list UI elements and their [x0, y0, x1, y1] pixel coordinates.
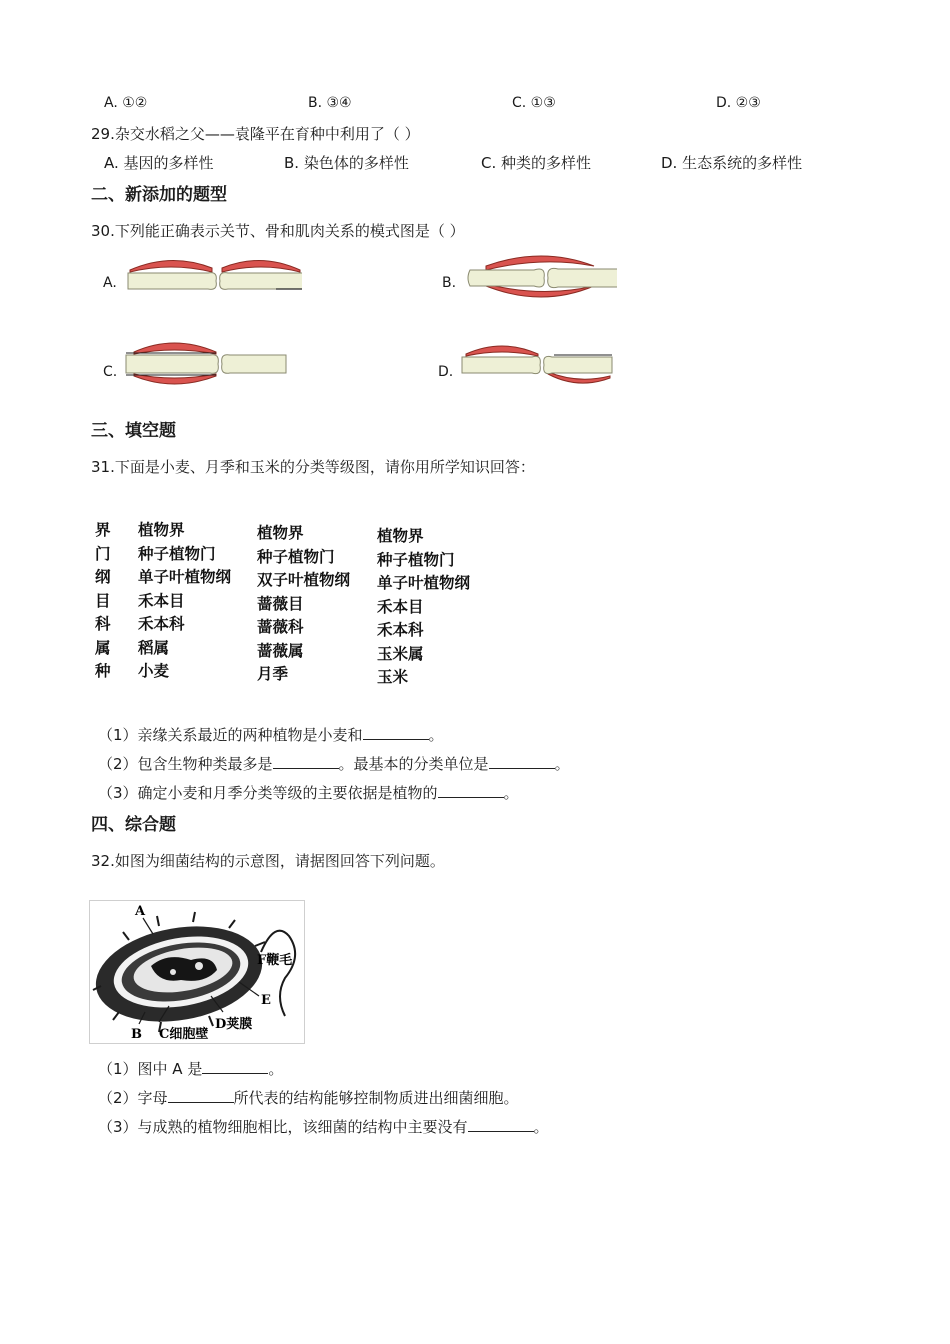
q32-sub1-end: 。 [268, 1060, 284, 1078]
q31-sub3-end: 。 [503, 784, 519, 802]
answer-blank[interactable] [468, 1117, 534, 1132]
section-2-heading: 二、新添加的题型 [91, 185, 227, 205]
q29-option-c: C. 种类的多样性 [481, 154, 592, 172]
answer-blank[interactable] [168, 1088, 234, 1103]
diagram-label-f: F鞭毛 [257, 953, 293, 968]
q32-sub3-text: （3）与成熟的植物细胞相比，该细菌的结构中主要没有 [98, 1118, 468, 1136]
rank-label: 科 [95, 614, 111, 633]
taxon-cell: 单子叶植物纲 [377, 573, 471, 592]
q32-sub1-text: （1）图中 A 是 [98, 1060, 203, 1078]
q29-option-d: D. 生态系统的多样性 [661, 154, 803, 172]
diagram-label-b: B [131, 1027, 142, 1042]
q30-diagram-b[interactable] [464, 252, 619, 304]
q30-stem: 30.下列能正确表示关节、骨和肌肉关系的模式图是（ ） [91, 222, 465, 240]
q31-sub2 [98, 753, 570, 774]
q30-diagram-a[interactable] [126, 255, 304, 295]
q30-label-a: A. [103, 275, 117, 291]
q30-label-c: C. [103, 364, 118, 380]
diagram-label-a: A [135, 904, 146, 919]
taxon-cell: 蔷薇目 [257, 593, 304, 613]
taxon-cell: 禾本科 [377, 620, 424, 639]
taxon-cell: 禾本科 [138, 614, 185, 633]
q31-sub2-end: 。 [554, 755, 570, 773]
taxon-cell: 禾本目 [377, 596, 424, 616]
rank-label: 界 [95, 520, 111, 539]
q31-sub1-end: 。 [428, 726, 444, 744]
answer-blank[interactable] [363, 725, 429, 740]
rank-label: 纲 [95, 567, 111, 586]
q31-sub2-mid: 。最基本的分类单位是 [338, 755, 489, 773]
taxon-cell: 蔷薇科 [257, 617, 304, 636]
q28-option-b: B. ③④ [308, 95, 352, 111]
taxon-cell: 植物界 [257, 523, 304, 542]
q30-diagram-c[interactable] [124, 340, 288, 388]
q30-diagram-d[interactable] [458, 342, 614, 388]
taxon-cell: 双子叶植物纲 [257, 570, 351, 589]
q31-sub2-text: （2）包含生物种类最多是 [98, 755, 273, 773]
q30-label-b: B. [442, 275, 457, 291]
q31-sub3 [98, 782, 519, 803]
taxon-cell: 玉米属 [377, 643, 424, 663]
rank-label: 门 [95, 543, 111, 563]
bacteria-diagram [89, 900, 306, 1045]
q32-stem: 32.如图为细菌结构的示意图，请据图回答下列问题。 [91, 852, 445, 870]
taxon-cell: 月季 [257, 664, 289, 683]
taxon-cell: 植物界 [377, 526, 424, 545]
answer-blank[interactable] [438, 783, 504, 798]
taxon-cell: 植物界 [138, 520, 185, 539]
answer-blank[interactable] [489, 754, 555, 769]
taxonomy-wheat-column [138, 518, 231, 683]
section-4-heading: 四、综合题 [91, 815, 176, 835]
q32-sub2-text: （2）字母 [98, 1089, 168, 1107]
rank-label: 种 [95, 661, 111, 680]
taxon-cell: 种子植物门 [257, 546, 335, 566]
q29-option-a: A. 基因的多样性 [104, 154, 214, 172]
q31-sub1-text: （1）亲缘关系最近的两种植物是小麦和 [98, 726, 363, 744]
q31-sub3-text: （3）确定小麦和月季分类等级的主要依据是植物的 [98, 784, 438, 802]
taxon-cell: 单子叶植物纲 [138, 567, 232, 586]
taxon-cell: 种子植物门 [377, 549, 455, 569]
q31-sub1 [98, 724, 444, 745]
q32-sub2 [98, 1087, 519, 1108]
answer-blank[interactable] [273, 754, 339, 769]
taxon-cell: 蔷薇属 [257, 640, 304, 660]
q32-sub1 [98, 1058, 283, 1079]
diagram-label-d: D荚膜 [215, 1017, 253, 1032]
diagram-label-e: E [261, 993, 271, 1008]
q28-option-a: A. ①② [104, 95, 148, 111]
q29-option-b: B. 染色体的多样性 [284, 154, 409, 172]
diagram-label-c: C细胞壁 [159, 1027, 209, 1042]
taxon-cell: 玉米 [377, 667, 409, 686]
taxon-cell: 稻属 [138, 637, 170, 657]
taxonomy-corn-column [377, 524, 470, 689]
section-3-heading: 三、填空题 [91, 421, 176, 441]
q28-option-c: C. ①③ [512, 95, 556, 111]
taxon-cell: 禾本目 [138, 590, 185, 610]
q32-sub3 [98, 1116, 549, 1137]
rank-label: 属 [95, 637, 111, 657]
taxon-cell: 种子植物门 [138, 543, 216, 563]
answer-blank[interactable] [202, 1059, 268, 1074]
q31-stem: 31.下面是小麦、月季和玉米的分类等级图，请你用所学知识回答： [91, 458, 535, 476]
q32-sub2-end: 所代表的结构能够控制物质进出细菌细胞。 [233, 1089, 519, 1107]
rank-label: 目 [95, 590, 111, 610]
q29-stem: 29.杂交水稻之父——袁隆平在育种中利用了（ ） [91, 125, 420, 143]
taxon-cell: 小麦 [138, 661, 170, 680]
taxonomy-ranks-column [95, 518, 111, 683]
q30-label-d: D. [438, 364, 454, 380]
q32-sub3-end: 。 [533, 1118, 549, 1136]
q28-option-d: D. ②③ [716, 95, 761, 111]
taxonomy-rose-column [257, 521, 350, 686]
